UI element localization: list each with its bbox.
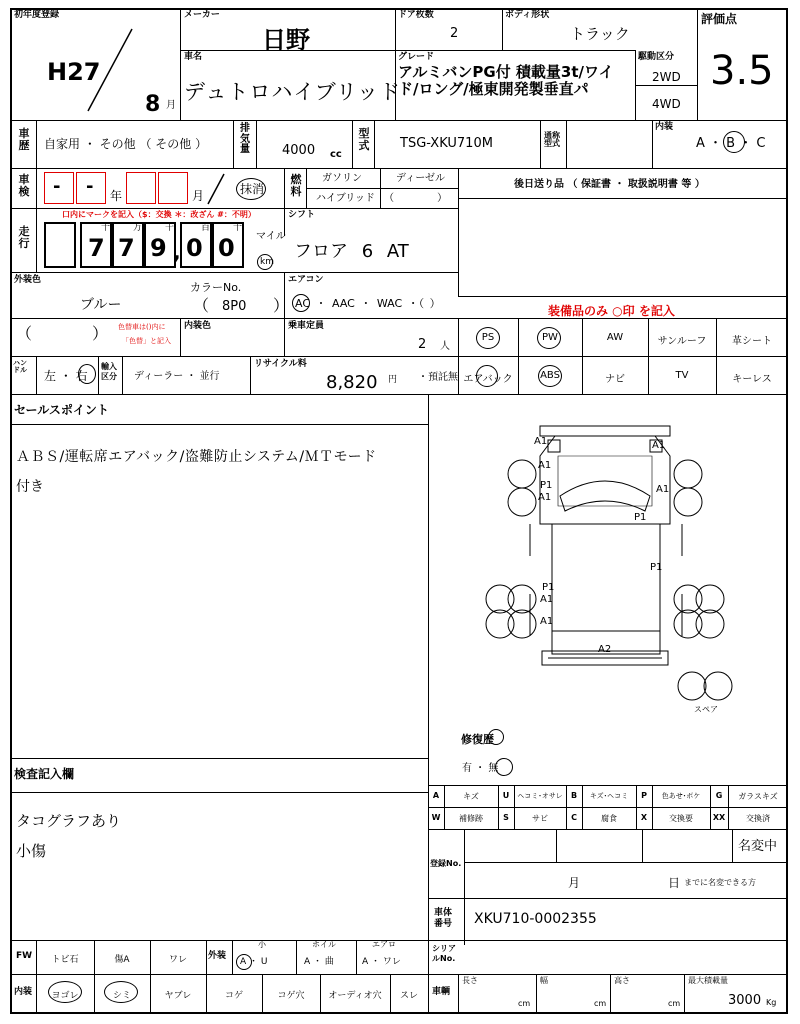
selection-circle: [476, 327, 500, 349]
registration-label: 登録No.: [430, 859, 462, 868]
divider: [648, 318, 649, 394]
legend-code: P: [641, 791, 647, 800]
legend-code: B: [570, 791, 578, 800]
small-label: 小: [258, 940, 266, 949]
divider: [256, 120, 257, 168]
inspection-year-label: 年: [110, 189, 123, 203]
divider: [10, 758, 428, 759]
model-label: 型式: [358, 127, 370, 152]
divider: [458, 356, 788, 357]
fuel-gasoline: ガソリン: [322, 173, 362, 184]
damage-mark: A1: [538, 492, 552, 503]
exterior-small-label: 外装: [208, 951, 227, 961]
reg-day-label: 日: [668, 876, 681, 890]
fuel-hybrid: ハイブリッド: [316, 193, 375, 204]
divider: [36, 356, 37, 394]
aircon-options: AC ・ AAC ・ WAC ・（ ）: [295, 297, 441, 310]
selection-circle: [476, 365, 498, 387]
selection-circle: [78, 364, 96, 384]
max-load-unit: Kg: [766, 998, 777, 1007]
divider: [502, 8, 503, 50]
selection-circle: [48, 981, 82, 1003]
damage-diagram: [430, 396, 788, 716]
inspection-dash: -: [86, 176, 94, 197]
divider: [180, 50, 635, 51]
history-label: 車歴: [18, 127, 30, 152]
length-label: 長さ: [462, 976, 478, 985]
selection-circle: [292, 294, 310, 312]
mileage-digit: 7: [88, 234, 105, 262]
drive-2wd: 2WD: [652, 70, 681, 84]
wheel-label: ホイル: [312, 940, 336, 949]
color-no-label: カラーNo.: [190, 281, 242, 294]
damage-mark: P1: [650, 562, 663, 573]
divider: [428, 898, 788, 899]
inspection-notes-label: 検査記入欄: [14, 767, 75, 781]
doors-value: 2: [450, 26, 459, 41]
selection-circle: [257, 254, 273, 270]
selection-circle: [495, 758, 513, 776]
mileage-digit-box: [44, 222, 76, 268]
legend-desc: 交換済: [746, 814, 770, 823]
max-load-label: 最大積載量: [688, 976, 728, 985]
reg-month-label: 月: [568, 876, 581, 890]
legend-desc: キズ･ヘコミ: [589, 792, 629, 800]
selection-circle: [236, 178, 266, 200]
legend-desc: ガラスキズ: [738, 792, 778, 801]
divider: [98, 356, 99, 394]
equip-navi: ナビ: [605, 374, 625, 385]
interior-audio-hole: オーディオ穴: [328, 991, 382, 1001]
interior-grade-value: A ・ B ・ C: [696, 136, 766, 151]
inspection-notes-line2: 小傷: [16, 842, 47, 860]
aero-options: A ・ ワレ: [362, 957, 401, 967]
color-no-value: 8P0: [222, 299, 247, 314]
equip-tv: TV: [675, 370, 689, 381]
score-label: 評価点: [701, 12, 738, 26]
mileage-digit: 7: [118, 234, 135, 262]
interior-grade-label: 内装: [655, 122, 674, 132]
legend-desc: 色あせ･ボケ: [661, 792, 701, 800]
divider: [518, 318, 519, 394]
legend-desc: 補修跡: [459, 814, 483, 823]
equip-aw: AW: [606, 332, 624, 343]
divider: [428, 829, 788, 830]
divider: [10, 394, 788, 395]
capacity-value: 2: [418, 337, 427, 352]
wheel-options: A ・ 曲: [304, 957, 334, 967]
equip-leather: 革シート: [732, 336, 772, 347]
interior-burn: コゲ: [224, 991, 243, 1001]
interior-tear: ヤブレ: [164, 991, 192, 1001]
divider: [428, 785, 788, 786]
divider: [352, 120, 353, 168]
fw-label: FW: [16, 951, 33, 961]
divider: [652, 120, 653, 168]
divider: [122, 356, 123, 394]
divider: [296, 940, 297, 974]
length-unit: cm: [518, 999, 531, 1008]
inspection-month-box1: [126, 172, 156, 204]
divider: [10, 940, 788, 941]
divider: [36, 120, 37, 168]
mileage-unit: 万: [133, 223, 143, 233]
equip-airbag: エアバック: [463, 374, 513, 385]
legend-code: G: [715, 791, 723, 800]
import-label: 輸入区分: [101, 362, 117, 382]
interior-color-label: 内装色: [184, 321, 212, 331]
fuel-diesel: ディーゼル: [396, 173, 445, 184]
damage-mark: A1: [652, 440, 666, 451]
common-model-label: 通称型式: [544, 131, 560, 148]
aero-label: エアロ: [372, 940, 396, 949]
car-name-label: 車名: [184, 52, 203, 62]
aircon-label: エアコン: [288, 275, 324, 285]
equipment-header: 装備品のみ ○印 を記入: [548, 304, 675, 318]
divider: [464, 829, 465, 945]
maker-value: 日野: [262, 26, 310, 54]
inspection-label: 車検: [18, 173, 30, 198]
capacity-unit: 人: [440, 341, 450, 352]
month-label: 月: [166, 100, 176, 111]
divider: [536, 974, 537, 1014]
fuel-label: 燃料: [290, 173, 302, 198]
divider: [36, 168, 37, 208]
fw-scratch: 傷A: [114, 955, 130, 965]
maker-label: メーカー: [184, 10, 220, 20]
interior-paren-left: （: [16, 324, 33, 343]
equip-abs: ABS: [540, 370, 560, 381]
recycle-label: リサイクル料: [254, 359, 307, 369]
legend-desc: 交換要: [669, 814, 693, 823]
damage-mark: A2: [598, 644, 612, 655]
divider: [380, 168, 381, 208]
divider: [642, 829, 643, 862]
slash-mark: [206, 172, 226, 206]
divider: [458, 296, 788, 297]
legend-code: A: [432, 791, 440, 800]
interior-label: 内装: [14, 987, 33, 997]
max-load-value: 3000: [728, 993, 762, 1008]
selection-circle: [236, 954, 252, 970]
shift-value: フロア 6 AT: [294, 241, 409, 262]
damage-mark: A1: [540, 594, 554, 605]
sales-points-label: セールスポイント: [14, 403, 109, 417]
equip-pw: PW: [542, 332, 558, 343]
slash-mark: [80, 25, 140, 115]
color-change-note: 色替車は()内に: [118, 323, 166, 331]
divider: [10, 272, 458, 273]
divider: [10, 792, 428, 793]
divider: [10, 318, 458, 319]
mileage-unit: 十: [101, 223, 111, 233]
inspection-month-label: 月: [192, 189, 205, 203]
divider: [428, 394, 429, 1014]
interior-scuff: スレ: [399, 991, 418, 1001]
damage-mark: P1: [634, 512, 647, 523]
divider: [233, 120, 234, 168]
mileage-note: 口内にマークを記入（$：交換 ＊：改ざん #：不明）: [62, 210, 256, 219]
divider: [206, 940, 207, 1014]
repair-label: 修復歴: [461, 733, 494, 746]
damage-mark: A1: [540, 616, 554, 627]
width-unit: cm: [594, 999, 607, 1008]
divider: [428, 807, 788, 808]
divider: [180, 8, 181, 120]
recycle-unit: 円: [388, 375, 398, 385]
divider: [250, 356, 251, 394]
legend-code: U: [502, 791, 510, 800]
divider: [284, 318, 285, 356]
damage-mark: P1: [542, 582, 555, 593]
divider: [10, 208, 458, 209]
km-label: km: [260, 257, 274, 267]
divider: [556, 829, 557, 862]
mileage-label: 走行: [18, 225, 30, 250]
mile-label: マイル: [256, 231, 286, 242]
exhaust-label: 排気量: [240, 123, 250, 155]
handle-options: 左 ・ 右: [44, 369, 88, 383]
legend-desc: 腐食: [601, 814, 617, 823]
divider: [10, 120, 788, 121]
capacity-label: 乗車定員: [288, 321, 325, 331]
inspection-dash: -: [53, 176, 61, 197]
dimensions-label: 車輌: [432, 987, 451, 997]
divider: [732, 829, 733, 862]
exterior-color-name: ブルー: [80, 297, 122, 313]
equip-keyless: キーレス: [732, 374, 772, 385]
body-type-value: トラック: [570, 25, 630, 43]
first-reg-year: H27: [47, 58, 101, 86]
color-change-note: 「色替」と記入: [122, 337, 171, 345]
grade-label: グレード: [398, 52, 435, 62]
first-reg-month: 8: [145, 92, 161, 117]
legend-code: S: [503, 813, 509, 822]
mileage-digit: 0: [218, 234, 235, 262]
fw-chip: トビ石: [51, 955, 79, 965]
divider: [180, 318, 181, 356]
sales-points-line2: 付き: [16, 479, 44, 495]
car-name-value: デュトロハイブリッド: [184, 80, 402, 104]
sales-points-line1: ＡＢＳ/運転席エアバック/盗難防止システム/ＭＴモード: [16, 449, 377, 465]
width-label: 幅: [540, 976, 548, 985]
score-value: 3.5: [710, 48, 774, 94]
selection-circle: [488, 729, 504, 745]
divider: [306, 188, 458, 189]
equip-ps: PS: [481, 332, 495, 343]
divider: [635, 85, 697, 86]
import-options: ディーラー ・ 並行: [134, 371, 220, 382]
selection-circle: [538, 365, 562, 387]
damage-mark: A1: [656, 484, 670, 495]
mileage-digit: 9: [150, 234, 167, 262]
drive-label: 駆動区分: [638, 52, 675, 62]
color-no-paren-left: （: [193, 296, 210, 315]
mileage-unit: 十: [233, 223, 243, 233]
divider: [697, 8, 698, 120]
divider: [458, 168, 459, 296]
reg-deadline-text: までに名変できる方: [684, 878, 756, 887]
interior-paren-right: ）: [92, 324, 109, 343]
displacement-unit: cc: [330, 149, 342, 160]
legend-desc: サビ: [532, 814, 548, 823]
divider: [374, 120, 375, 168]
spare-label: スペア: [694, 705, 718, 714]
mileage-comma: ,: [173, 240, 181, 264]
handle-label: ハンドル: [13, 359, 27, 374]
divider: [36, 208, 37, 272]
chassis-label: 車体番号: [434, 908, 453, 929]
fuel-other: （ ）: [384, 193, 448, 204]
expired-label: 抹消: [240, 182, 265, 196]
body-type-label: ボディ形状: [505, 10, 550, 20]
interior-burn-hole: コゲ穴: [277, 991, 305, 1001]
grade-value: アルミバンPG付 積載量3t/ワイド/ロング/極東開発製垂直パ: [398, 63, 614, 98]
divider: [356, 940, 357, 974]
history-value: 自家用 ・ その他 （ その他 ）: [44, 137, 208, 151]
exterior-color-label: 外装色: [14, 275, 42, 285]
small-options: A ・ U: [240, 957, 268, 967]
height-unit: cm: [668, 999, 681, 1008]
doors-label: ドア枚数: [398, 10, 434, 20]
divider: [610, 974, 611, 1014]
divider: [458, 974, 459, 1014]
serial-label: シリアルNo.: [432, 944, 456, 963]
divider: [284, 168, 285, 236]
legend-code: W: [431, 813, 441, 822]
model-code: TSG-XKU710M: [400, 136, 493, 151]
damage-mark: A1: [538, 460, 552, 471]
damage-mark: A1: [534, 436, 548, 447]
equip-sunroof: サンルーフ: [657, 336, 707, 347]
repair-value: 有 ・ 無: [462, 763, 499, 774]
drive-4wd: 4WD: [652, 97, 681, 111]
mileage-unit: 百: [201, 223, 211, 233]
divider: [540, 120, 541, 168]
divider: [464, 862, 788, 863]
displacement-value: 4000: [282, 143, 316, 158]
height-label: 高さ: [614, 976, 630, 985]
divider: [10, 974, 788, 975]
name-change-label: 名変中: [738, 839, 778, 854]
shift-label: シフト: [288, 210, 316, 220]
divider: [10, 424, 428, 425]
deposit-label: ・預託無: [418, 372, 458, 383]
selection-circle: [104, 981, 138, 1003]
chassis-number: XKU710-0002355: [474, 911, 597, 927]
divider: [458, 198, 788, 199]
recycle-amount: 8,820: [326, 372, 378, 393]
mileage-digit: 0: [186, 234, 203, 262]
divider: [10, 168, 788, 169]
after-items-label: 後日送り品 （ 保証書 ・ 取扱説明書 等 ）: [514, 179, 705, 190]
interior-stain: シミ: [112, 991, 131, 1001]
legend-code: X: [640, 813, 648, 822]
selection-circle: [537, 327, 561, 349]
divider: [232, 940, 233, 974]
divider: [566, 120, 567, 168]
inspection-notes-line1: タコグラフあり: [16, 812, 122, 830]
mileage-unit: 千: [165, 223, 175, 233]
fw-crack: ワレ: [168, 955, 187, 965]
first-reg-label: 初年度登録: [14, 10, 60, 20]
damage-mark: P1: [540, 480, 553, 491]
legend-desc: ヘコミ･オサレ: [517, 792, 563, 800]
legend-code: C: [571, 813, 577, 822]
legend-code: XX: [712, 813, 726, 822]
divider: [684, 974, 685, 1014]
color-no-paren-right: ）: [273, 296, 290, 315]
selection-circle: [723, 131, 745, 153]
inspection-month-box2: [158, 172, 188, 204]
legend-desc: キズ: [463, 792, 479, 801]
interior-dirt: ヨゴレ: [51, 991, 79, 1001]
